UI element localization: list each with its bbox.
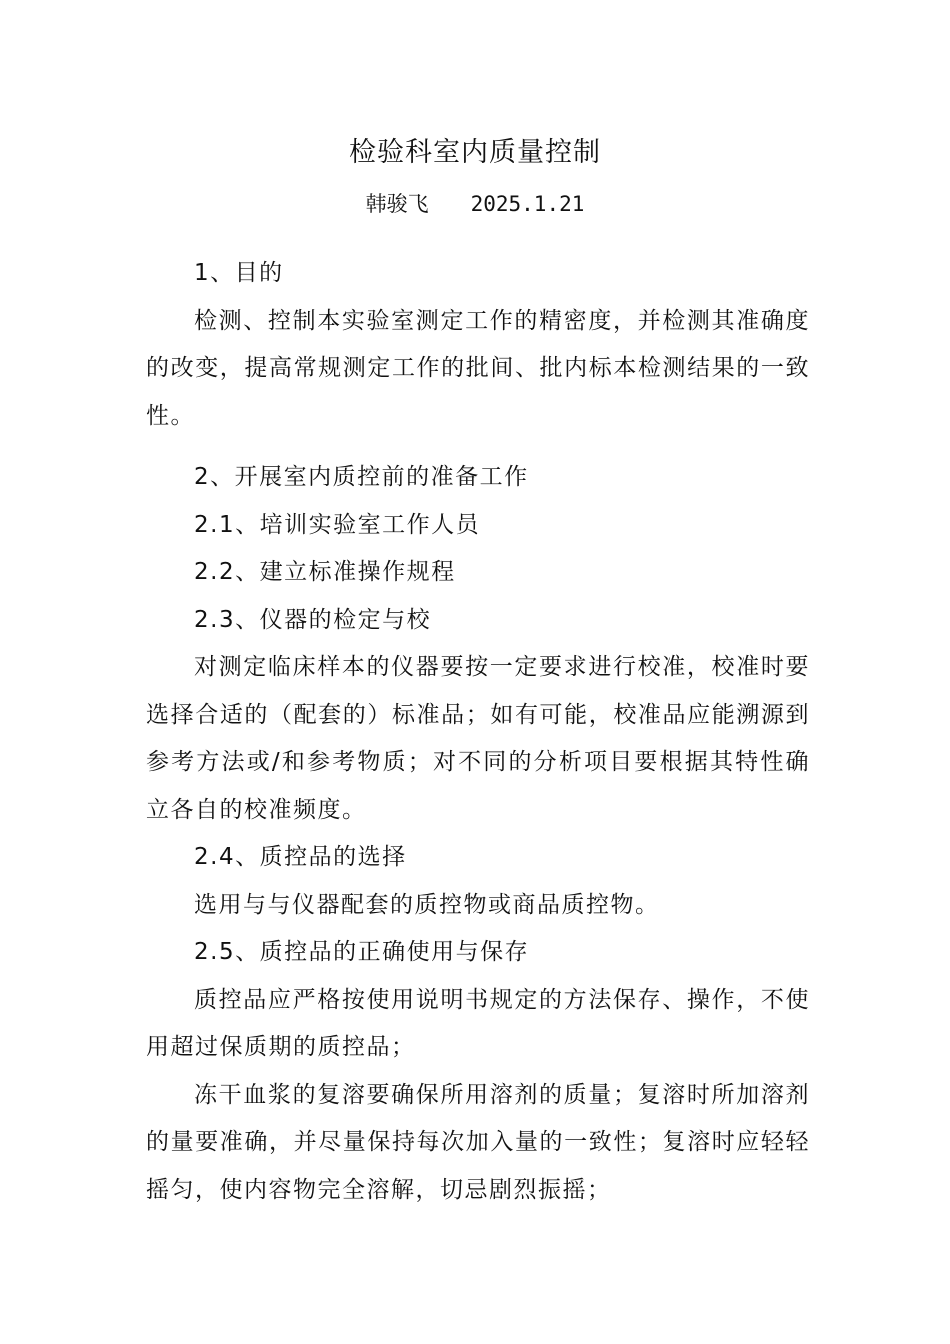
subsection-heading-2-2: 2.2、建立标准操作规程 (194, 559, 456, 585)
author-name: 韩骏飞 (365, 192, 429, 216)
section-heading-1: 1、目的 (194, 260, 284, 286)
paragraph-purpose: 检测、控制本实验室测定工作的精密度，并检测其准确度的改变，提高常规测定工作的批间、批内标本检测结果的一致性。 (146, 307, 810, 429)
document-date: 2025.1.21 (470, 192, 585, 216)
subsection-heading-2-1: 2.1、培训实验室工作人员 (194, 511, 481, 538)
subsection-heading-2-4: 2.4、质控品的选择 (194, 844, 407, 870)
byline (0, 189, 950, 219)
section-heading-2: 2、开展室内质控前的准备工作 (194, 464, 529, 490)
paragraph-qc-storage: 质控品应严格按使用说明书规定的方法保存、操作，不使用超过保质期的质控品； (146, 986, 810, 1060)
document-body (146, 250, 810, 1214)
paragraph-calibration: 对测定临床样本的仪器要按一定要求进行校准，校准时要选择合适的（配套的）标准品；如有可能，校准品应能溯源到参考方法或/和参考物质；对不同的分析项目要根据其特性确立各自的校准频度。 (146, 654, 810, 823)
subsection-heading-2-3: 2.3、仪器的检定与校 (194, 606, 432, 633)
subsection-heading-2-5: 2.5、质控品的正确使用与保存 (194, 939, 530, 965)
document-title: 检验科室内质量控制 (349, 137, 601, 168)
paragraph-qc-selection: 选用与与仪器配套的质控物或商品质控物。 (194, 891, 660, 918)
paragraph-reconstitution: 冻干血浆的复溶要确保所用溶剂的质量；复溶时所加溶剂的量要准确，并尽量保持每次加入量的一致性；复溶时应轻轻摇匀，使内容物完全溶解，切忌剧烈振摇； (146, 1081, 810, 1203)
